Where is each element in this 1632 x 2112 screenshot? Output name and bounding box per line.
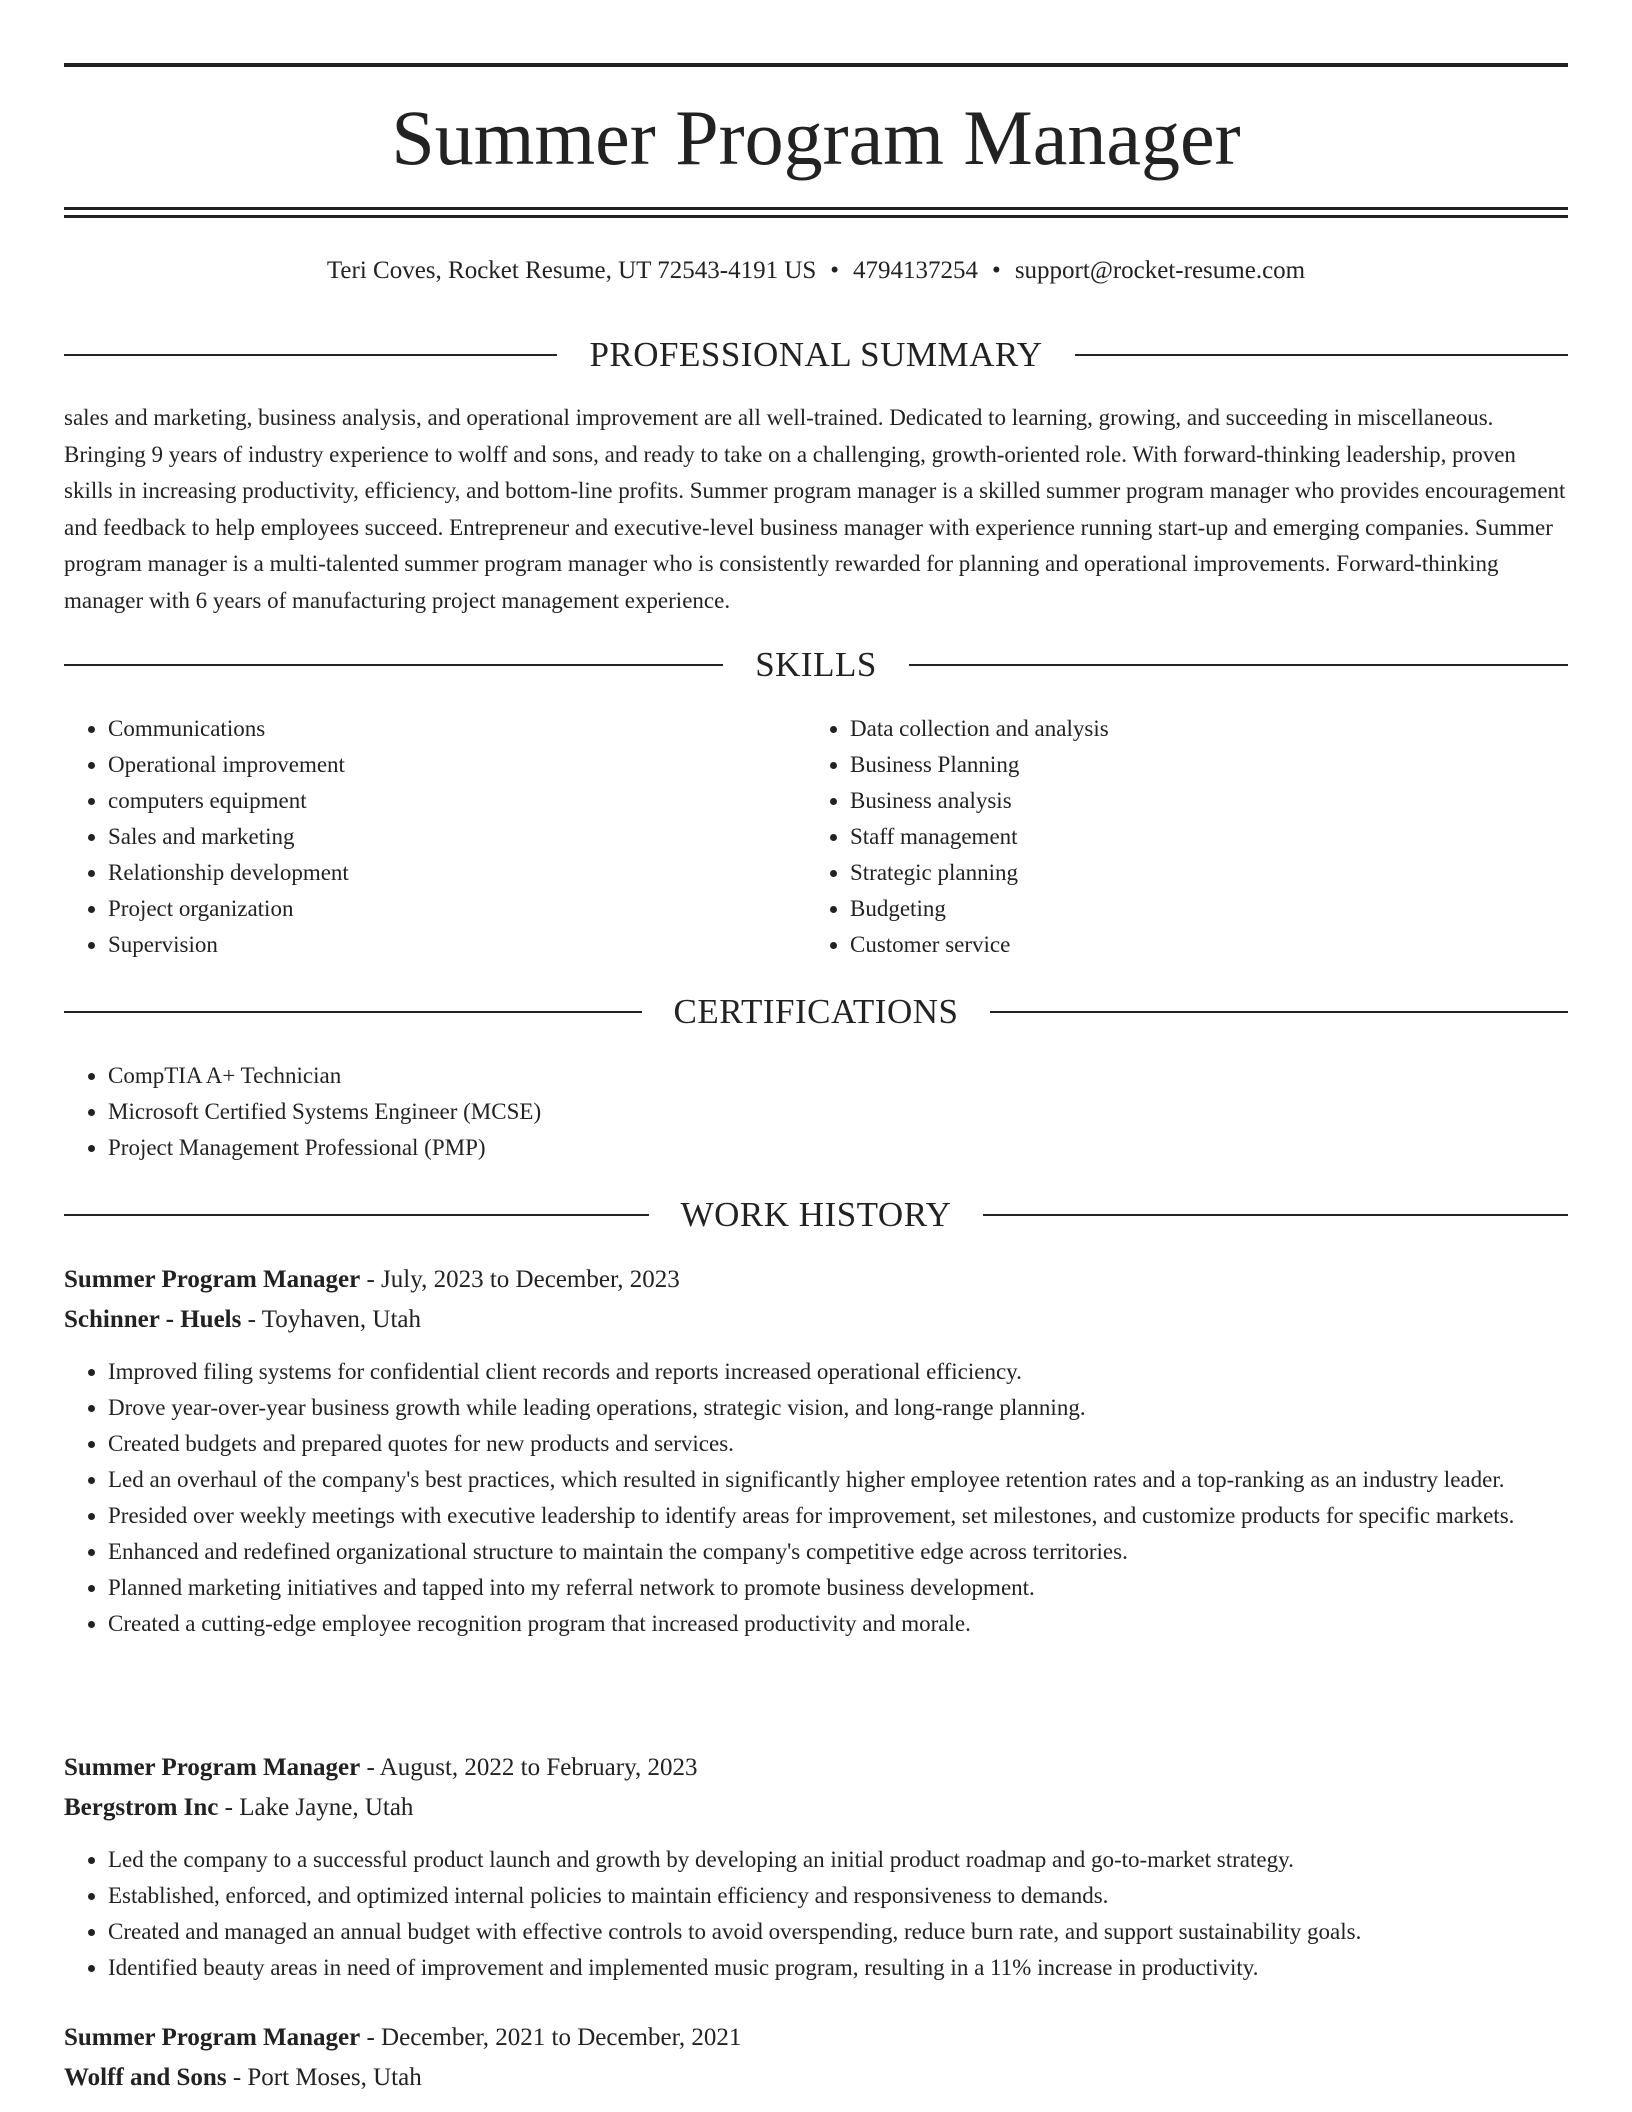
- job-dates: - December, 2021 to December, 2021: [366, 2024, 742, 2051]
- job-org-line: [64, 2058, 1568, 2098]
- job-entry: [64, 2018, 1568, 2098]
- job-duties-list: [64, 1842, 1568, 1986]
- section-rule: [1075, 354, 1568, 356]
- section-rule: [983, 1214, 1568, 1216]
- job-duties-list: [64, 1354, 1568, 1642]
- candidate-name: Summer Program Manager: [391, 94, 1241, 181]
- list-item: • Improved filing systems for confidential client records and reports increased operational efficiency.: [108, 1354, 1568, 1390]
- section-header-skills: [64, 643, 1568, 687]
- skills-column-right: [806, 711, 1506, 963]
- section-rule: [64, 1011, 642, 1013]
- list-item: • Business Planning: [850, 747, 1506, 783]
- list-item: • Operational improvement: [108, 747, 764, 783]
- list-item: • Communications: [108, 711, 764, 747]
- list-item: • Staff management: [850, 819, 1506, 855]
- section-title: SKILLS: [755, 645, 877, 684]
- list-item: • Planned marketing initiatives and tapped into my referral network to promote business development.: [108, 1570, 1568, 1606]
- list-item: • Created a cutting-edge employee recognition program that increased productivity and morale.: [108, 1606, 1568, 1642]
- header-rule-lower: [64, 215, 1568, 218]
- job-company: Wolff and Sons: [64, 2064, 227, 2091]
- list-item: • Business analysis: [850, 783, 1506, 819]
- top-rule: [64, 63, 1568, 67]
- job-entry: [64, 1260, 1568, 1642]
- section-rule: [64, 354, 557, 356]
- contact-separator: •: [830, 257, 840, 284]
- job-role-line: [64, 2018, 1568, 2058]
- list-item: • computers equipment: [108, 783, 764, 819]
- section-header-summary: [64, 333, 1568, 377]
- certifications: [64, 1058, 1568, 1166]
- contact-phone: 4794137254: [853, 257, 979, 284]
- job-location: - Toyhaven, Utah: [247, 1306, 422, 1333]
- section-rule: [990, 1011, 1568, 1013]
- list-item: • Relationship development: [108, 855, 764, 891]
- job-role-line: [64, 1260, 1568, 1300]
- list-item: • Microsoft Certified Systems Engineer (MCSE): [108, 1094, 1568, 1130]
- job-dates: - July, 2023 to December, 2023: [366, 1266, 680, 1293]
- section-title: PROFESSIONAL SUMMARY: [589, 335, 1043, 374]
- section-title: CERTIFICATIONS: [673, 992, 959, 1031]
- list-item: • Created budgets and prepared quotes for new products and services.: [108, 1426, 1568, 1462]
- job-title: Summer Program Manager: [64, 1754, 361, 1781]
- section-header-certifications: [64, 990, 1568, 1034]
- summary-text: sales and marketing, business analysis, and operational improvement are all well-trained. Dedicated to learning, growing, and succeeding in miscellaneous. Bringing 9 years of industry experience to wolff and sons, and ready to take on a challenging, growth-oriented role. With forward-thinking leadership, proven skills in increasing productivity, efficiency, and bottom-line profits. Summer program manager is a skilled summer program manager who provides encouragement and feedback to help employees succeed. Entrepreneur and executive-level business manager with experience running start-up and emerging companies. Summer program manager is a multi-talented summer program manager who is consistently rewarded for planning and operational improvements. Forward-thinking manager with 6 years of manufacturing project management experience.: [64, 405, 1566, 613]
- section-rule: [64, 1214, 649, 1216]
- certifications-list: [64, 1058, 1568, 1166]
- list-item: • Established, enforced, and optimized internal policies to maintain efficiency and responsiveness to demands.: [108, 1878, 1568, 1914]
- job-company: Schinner - Huels: [64, 1306, 242, 1333]
- contact-line: [64, 254, 1568, 288]
- list-item: • Project organization: [108, 891, 764, 927]
- header-rule-upper: [64, 207, 1568, 210]
- section-rule: [909, 664, 1568, 666]
- job-title: Summer Program Manager: [64, 2024, 361, 2051]
- skills-list: [64, 711, 764, 963]
- list-item: • Data collection and analysis: [850, 711, 1506, 747]
- skills-list: [806, 711, 1506, 963]
- list-item: • Project Management Professional (PMP): [108, 1130, 1568, 1166]
- job-role-line: [64, 1748, 1568, 1788]
- job-org-line: [64, 1788, 1568, 1828]
- job-dates: - August, 2022 to February, 2023: [366, 1754, 698, 1781]
- list-item: • Sales and marketing: [108, 819, 764, 855]
- list-item: • Enhanced and redefined organizational structure to maintain the company's competitive edge across territories.: [108, 1534, 1568, 1570]
- list-item: • Led an overhaul of the company's best practices, which resulted in significantly higher employee retention rates and a top-ranking as an industry leader.: [108, 1462, 1568, 1498]
- list-item: • Supervision: [108, 927, 764, 963]
- job-org-line: [64, 1300, 1568, 1340]
- job-location: - Port Moses, Utah: [232, 2064, 422, 2091]
- list-item: • Presided over weekly meetings with executive leadership to identify areas for improvement, set milestones, and customize products for specific markets.: [108, 1498, 1568, 1534]
- section-rule: [64, 664, 723, 666]
- contact-email: support@rocket-resume.com: [1014, 257, 1306, 284]
- list-item: • Created and managed an annual budget with effective controls to avoid overspending, reduce burn rate, and support sustainability goals.: [108, 1914, 1568, 1950]
- section-title: WORK HISTORY: [680, 1195, 952, 1234]
- list-item: • CompTIA A+ Technician: [108, 1058, 1568, 1094]
- skills-column-left: [64, 711, 764, 963]
- list-item: • Strategic planning: [850, 855, 1506, 891]
- job-entry: [64, 1748, 1568, 1986]
- job-title: Summer Program Manager: [64, 1266, 361, 1293]
- list-item: • Drove year-over-year business growth while leading operations, strategic vision, and long-range planning.: [108, 1390, 1568, 1426]
- list-item: • Led the company to a successful product launch and growth by developing an initial product roadmap and go-to-market strategy.: [108, 1842, 1568, 1878]
- job-location: - Lake Jayne, Utah: [224, 1794, 414, 1821]
- list-item: • Identified beauty areas in need of improvement and implemented music program, resulting in a 11% increase in productivity.: [108, 1950, 1568, 1986]
- list-item: • Budgeting: [850, 891, 1506, 927]
- contact-separator: •: [992, 257, 1001, 284]
- section-header-work-history: [64, 1193, 1568, 1237]
- job-company: Bergstrom Inc: [64, 1794, 219, 1821]
- list-item: • Customer service: [850, 927, 1506, 963]
- contact-address: Teri Coves, Rocket Resume, UT 72543-4191 US: [326, 257, 817, 284]
